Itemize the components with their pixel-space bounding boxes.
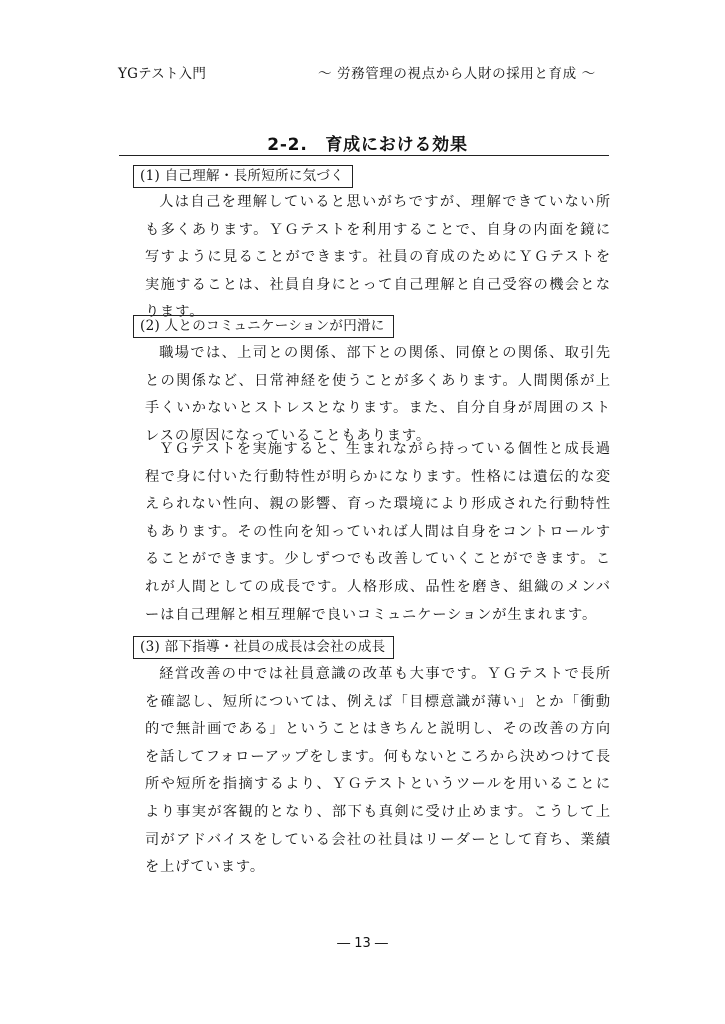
page-number: ― 13 ― xyxy=(337,936,388,951)
running-header-left: YGテスト入門 xyxy=(118,66,207,82)
subsection-heading-1: (1) 自己理解・長所短所に気づく xyxy=(133,165,353,188)
subsection-1-paragraph-1: 人は自己を理解していると思いがちですが、理解できていない所も多くあります。ＹＧテストを利用することで、自身の内面を鏡に写すように見ることができます。社員の育成のためにＹＧテストを実施することは、社員自身にとって自己理解と自己受容の機会となります。 xyxy=(145,194,611,321)
title-underline xyxy=(119,155,609,156)
subsection-3-paragraph-1: 経営改善の中では社員意識の改革も大事です。ＹＧテストで長所を確認し、短所については、例えば「目標意識が薄い」とか「衝動的で無計画である」ということはきちんと説明し、その改善の方向を話してフォローアップをします。何もないところから決めつけて長所や短所を指摘するより、ＹＧテストというツールを用いることにより事実が客観的となり、部下も真剣に受け止めます。こうして上司がアドバイスをしている会社の社員はリーダーとして育ち、業績を上げています。 xyxy=(145,666,611,876)
running-header-right: ～ 労務管理の視点から人財の採用と育成 ～ xyxy=(318,66,596,82)
subsection-heading-2: (2) 人とのコミュニケーションが円滑に xyxy=(133,315,394,338)
section-title: 2-2. 育成における効果 xyxy=(267,135,468,155)
subsection-2-paragraph-2: ＹＧテストを実施すると、生まれながら持っている個性と成長過程で身に付いた行動特性が明らかになります。性格には遺伝的な変えられない性向、親の影響、育った環境により形成された行動特性もあります。その性向を知っていれば人間は自身をコントロールすることができます。少しずつでも改善していくことができます。これが人間としての成長です。人格形成、品性を磨き、組織のメンバーは自己理解と相互理解で良いコミュニケーションが生まれます。 xyxy=(145,441,611,623)
subsection-heading-3: (3) 部下指導・社員の成長は会社の成長 xyxy=(133,636,394,659)
subsection-2-paragraph-1: 職場では、上司との関係、部下との関係、同僚との関係、取引先との関係など、日常神経を使うことが多くあります。人間関係が上手くいかないとストレスとなります。また、自分自身が周囲のストレスの原因になっていることもあります。 xyxy=(145,345,611,444)
